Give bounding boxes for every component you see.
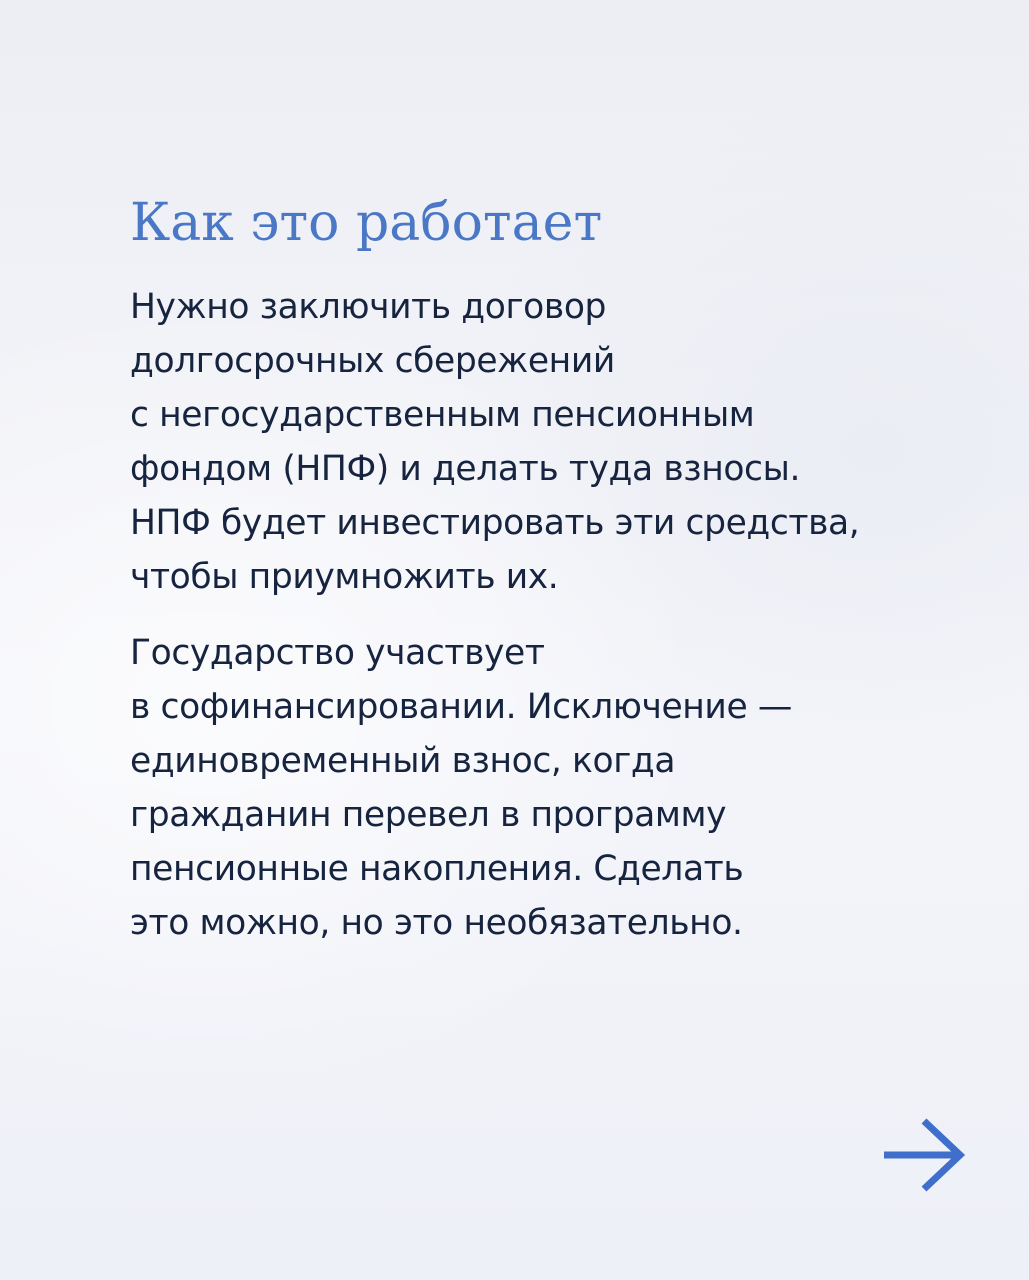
- paragraph-line: НПФ будет инвестировать эти средства,: [130, 503, 860, 543]
- paragraph-line: в софинансировании. Исключение —: [130, 687, 792, 727]
- paragraph-line: пенсионные накопления. Сделать: [130, 849, 744, 889]
- arrow-right-icon: [884, 1117, 966, 1193]
- paragraph-line: долгосрочных сбережений: [130, 341, 615, 381]
- paragraph-line: с негосударственным пенсионным: [130, 395, 755, 435]
- paragraph-line: фондом (НПФ) и делать туда взносы.: [130, 449, 801, 489]
- paragraph-line: гражданин перевел в программу: [130, 795, 727, 835]
- paragraph-line: чтобы приумножить их.: [130, 557, 559, 597]
- next-slide-button[interactable]: [884, 1117, 966, 1193]
- paragraph-contract: [130, 280, 859, 604]
- paragraph-cofinancing: [130, 626, 792, 950]
- paragraph-line: Государство участвует: [130, 633, 545, 673]
- paragraph-line: единовременный взнос, когда: [130, 741, 676, 781]
- slide-title: Как это работает: [130, 193, 603, 253]
- paragraph-line: это можно, но это необязательно.: [130, 903, 743, 943]
- paragraph-line: Нужно заключить договор: [130, 287, 607, 327]
